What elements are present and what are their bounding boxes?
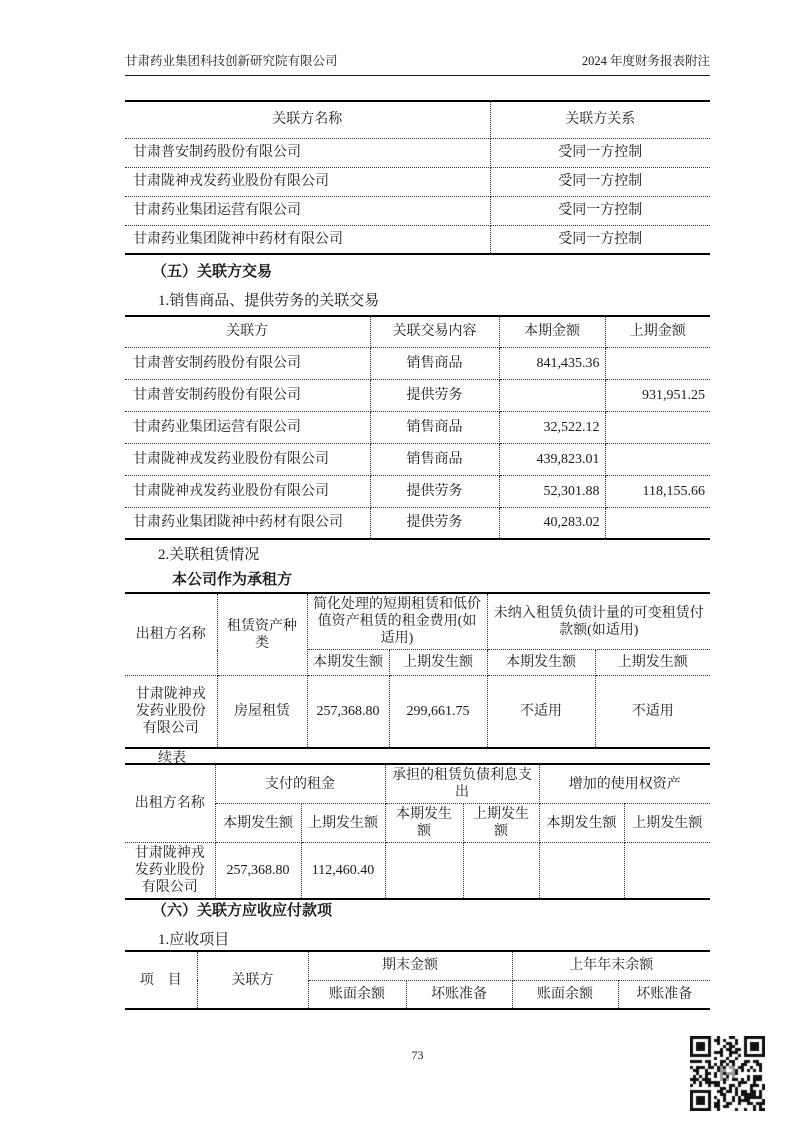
continuation-label: 续表 (158, 751, 186, 766)
column-group-header: 支付的租金 (215, 764, 385, 804)
column-header: 上期发生额 (463, 804, 539, 843)
header-doc-title: 2024 年度财务报表附注 (581, 54, 710, 68)
section-5-heading: （五）关联方交易 (152, 264, 273, 280)
column-group-header: 增加的使用权资产 (539, 764, 710, 804)
table-cell: 甘肃药业集团陇神中药材有限公司 (125, 225, 490, 254)
table-cell: 52,301.88 (499, 475, 605, 507)
column-header: 坏账准备 (406, 980, 512, 1009)
receivables-table (125, 950, 710, 1010)
lease-subheading: 2.关联租赁情况 (158, 547, 260, 563)
header-company-name: 甘肃药业集团科技创新研究院有限公司 (125, 54, 338, 68)
table-cell (499, 379, 605, 411)
table-row (125, 676, 710, 748)
column-header: 上期发生额 (389, 650, 487, 676)
column-header: 本期发生额 (307, 650, 389, 676)
related-party-table (125, 100, 710, 255)
table-cell: 甘肃药业集团运营有限公司 (125, 411, 370, 443)
column-header: 关联方 (125, 316, 370, 347)
column-header: 本期发生额 (539, 804, 624, 843)
page-number: 73 (411, 1048, 424, 1062)
column-header: 本期发生额 (487, 650, 595, 676)
table-cell: 甘肃陇神戎发药业股份有限公司 (125, 167, 490, 196)
section-6-subheading: 1.应收项目 (158, 932, 230, 948)
table-row (125, 411, 710, 443)
column-group-header: 未纳入租赁负债计量的可变租赁付款额(如适用) (487, 593, 710, 650)
table-cell: 房屋租赁 (217, 676, 307, 748)
table-cell: 受同一方控制 (490, 196, 710, 225)
lessee-heading: 本公司作为承租方 (172, 572, 293, 588)
table-row (125, 225, 710, 254)
column-header: 本期发生额 (215, 804, 301, 843)
table-row (125, 475, 710, 507)
column-header: 本期发生额 (385, 804, 463, 843)
column-header: 出租方名称 (125, 764, 215, 843)
table-cell: 不适用 (487, 676, 595, 748)
table-cell: 甘肃陇神戎发药业股份有限公司 (125, 443, 370, 475)
table-cell (605, 347, 710, 379)
table-cell: 甘肃普安制药股份有限公司 (125, 379, 370, 411)
table-row (125, 443, 710, 475)
table-cell: 不适用 (631, 703, 674, 719)
table-cell: 提供劳务 (370, 507, 499, 539)
table-cell: 257,368.80 (307, 676, 389, 748)
table-cell (605, 443, 710, 475)
table-cell: 841,435.36 (499, 347, 605, 379)
table-header-row (125, 951, 710, 980)
column-header: 上期发生额 (301, 804, 385, 843)
table-cell: 32,522.12 (499, 411, 605, 443)
table-cell (605, 507, 710, 539)
table-cell (539, 843, 624, 900)
column-header: 本期金额 (499, 316, 605, 347)
column-header: 上期发生额 (624, 804, 710, 843)
column-header: 关联方 (197, 951, 308, 1009)
table-cell: 甘肃普安制药股份有限公司 (125, 138, 490, 167)
table-cell: 受同一方控制 (490, 167, 710, 196)
column-group-header: 上年年末余额 (512, 951, 710, 980)
table-cell: 112,460.40 (301, 843, 385, 900)
column-header: 上期金额 (605, 316, 710, 347)
lease-table-continued (125, 763, 710, 900)
table-header-row (125, 593, 710, 650)
column-header: 坏账准备 (636, 986, 693, 1002)
table-row (125, 843, 710, 900)
table-cell (605, 411, 710, 443)
section-6-heading: （六）关联方应收应付款项 (152, 903, 333, 919)
column-header: 项 目 (125, 951, 197, 1009)
table-cell: 439,823.01 (499, 443, 605, 475)
table-cell (385, 843, 463, 900)
table-cell: 提供劳务 (370, 379, 499, 411)
column-group-header: 简化处理的短期租赁和低价值资产租赁的租金费用(如适用) (307, 593, 487, 650)
table-cell: 受同一方控制 (490, 138, 710, 167)
table-cell: 40,283.02 (499, 507, 605, 539)
table-cell: 销售商品 (370, 443, 499, 475)
table-cell: 甘肃陇神戎发药业股份有限公司 (125, 475, 370, 507)
table-cell: 销售商品 (370, 411, 499, 443)
column-header: 出租方名称 (125, 593, 217, 676)
section-5-subheading: 1.销售商品、提供劳务的关联交易 (158, 293, 380, 309)
column-header: 关联交易内容 (370, 316, 499, 347)
table-cell (463, 843, 539, 900)
table-cell: 931,951.25 (605, 379, 710, 411)
column-header: 账面余额 (512, 980, 618, 1009)
table-cell: 甘肃陇神戎发药业股份有限公司 (125, 676, 217, 748)
table-cell: 销售商品 (370, 347, 499, 379)
transactions-table (125, 315, 710, 540)
table-cell: 257,368.80 (215, 843, 301, 900)
column-group-header: 期末金额 (308, 951, 512, 980)
table-cell: 甘肃普安制药股份有限公司 (125, 347, 370, 379)
table-cell: 受同一方控制 (558, 231, 643, 247)
column-group-header: 承担的租赁负债利息支出 (385, 764, 539, 804)
table-cell: 299,661.75 (389, 676, 487, 748)
page-header (125, 50, 710, 76)
table-header-row (125, 101, 710, 138)
lease-table (125, 592, 710, 749)
table-header-row (125, 764, 710, 804)
table-row (125, 167, 710, 196)
column-header: 上期发生额 (595, 650, 710, 676)
table-cell: 甘肃药业集团陇神中药材有限公司 (125, 507, 370, 539)
table-row (125, 196, 710, 225)
table-cell: 118,155.66 (605, 475, 710, 507)
column-header: 账面余额 (308, 980, 406, 1009)
table-header-row (125, 316, 710, 347)
table-cell: 甘肃药业集团运营有限公司 (125, 196, 490, 225)
table-cell: 提供劳务 (370, 475, 499, 507)
column-header: 关联方关系 (490, 101, 710, 138)
table-row (125, 138, 710, 167)
table-row (125, 507, 710, 539)
qr-code (690, 1036, 765, 1111)
table-row (125, 379, 710, 411)
table-cell (624, 843, 710, 900)
column-header: 租赁资产种类 (217, 593, 307, 676)
table-row (125, 347, 710, 379)
table-cell: 甘肃陇神戎发药业股份有限公司 (125, 843, 215, 900)
column-header: 关联方名称 (125, 101, 490, 138)
